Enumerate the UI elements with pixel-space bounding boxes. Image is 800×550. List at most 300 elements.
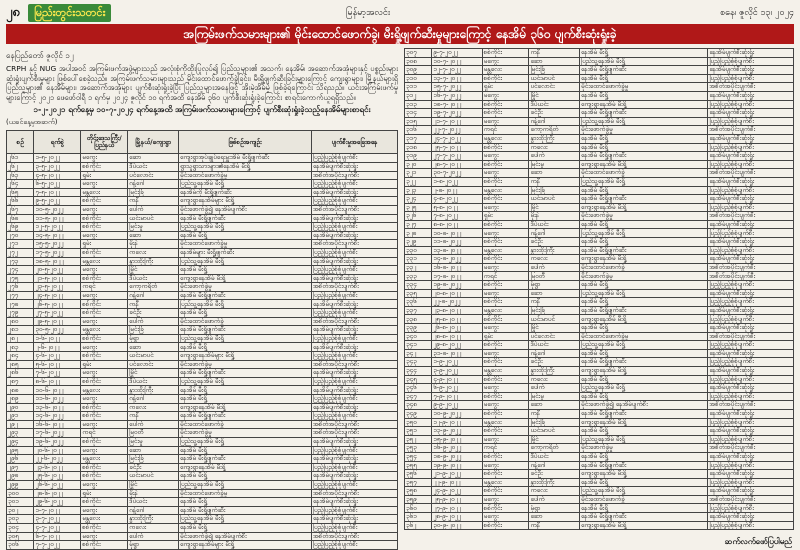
table-cell: စစ်ကိုင်း [482, 487, 529, 496]
table-cell: နေအိမ် မီးရှို့ဖျက်ဆီး [580, 246, 708, 255]
table-cell: ၂၇၆ [7, 283, 34, 292]
table-cell: နေအိမ်ပျက်စီးဆုံးရှုံး [311, 498, 397, 507]
table-cell: ၃၅၆ [405, 470, 432, 479]
table-cell: မန္တလေး [482, 66, 529, 75]
table-cell: ဒီပဲယင်း [128, 498, 179, 507]
table-cell: နေအိမ် မီးရှို့ [179, 343, 312, 352]
table-row [405, 263, 794, 272]
table-row [7, 248, 398, 257]
table-cell: ၂၈၄ [7, 352, 34, 361]
table-cell: ၂၆-၆-၂၀၂၂ [34, 480, 81, 489]
table-cell: ကလေး [529, 375, 580, 384]
table-cell: အစိတ်အပိုင်းပျက်စီး [708, 444, 794, 453]
table-cell: ယင်းမာပင် [529, 427, 580, 436]
table-cell: မိုင်းဖောက်ခွဲမှု [580, 272, 708, 281]
table-cell: မကွေး [81, 446, 128, 455]
table-cell: မုံရွာ [529, 281, 580, 290]
table-cell: ပြည်သူ့နေအိမ် မီးရှို့ [179, 377, 312, 386]
table-cell: ပြည့်ပြည့်စုံစုံပျက်စီး [311, 412, 397, 421]
table-cell: ၁၂-၉-၂၀၂၂ [432, 418, 483, 427]
table-cell: ၃၅၁ [405, 427, 432, 436]
col-header: ဖြစ်စဉ်အကျဉ်း [179, 131, 312, 154]
table-row [405, 487, 794, 496]
table-cell: ၂၁-၅-၂၀၂၂ [34, 274, 81, 283]
table-cell: ၇-၈-၂၀၂၂ [432, 212, 483, 221]
table-cell: ၃၀၂ [7, 506, 34, 515]
table-cell: နေအိမ် မီးရှို့ [580, 74, 708, 83]
table-cell: ၂၇၉ [7, 309, 34, 318]
table-cell: ပြည့်ပြည့်စုံစုံပျက်စီး [311, 197, 397, 206]
table-cell: နေအိမ် မီးရှို့ဖျက်ဆီး [580, 513, 708, 522]
table-cell: မြိုင် [529, 324, 580, 333]
table-cell: စစ်ကိုင်း [482, 392, 529, 401]
table-cell: နေအိမ်ပျက်စီးဆုံးရှုံး [708, 409, 794, 418]
table-cell: ပင်လောင်း [128, 171, 179, 180]
table-cell: ၂၉-၆-၂၀၂၂ [34, 498, 81, 507]
table-row [7, 291, 398, 300]
table-cell: ပြည်သူ့နေအိမ် မီးရှို့ [179, 480, 312, 489]
table-cell: ၂၄-၇-၂၀၂၂ [432, 134, 483, 143]
table-cell: ၁၈-၉-၂၀၂၂ [432, 452, 483, 461]
table-cell: ဆော [128, 343, 179, 352]
table-cell: ၃၃၁ [405, 255, 432, 264]
table-cell: မန္တလေး [81, 455, 128, 464]
table-cell: ၃၂၅ [405, 203, 432, 212]
table-cell: ၂၇၈ [7, 300, 34, 309]
table-cell: ၁၀-၉-၂၀၂၂ [432, 409, 483, 418]
table-row [405, 246, 794, 255]
table-cell: မကွေး [81, 266, 128, 275]
table-cell: နွားထိုးကြီး [128, 257, 179, 266]
table-cell: ပြည့်ပြည့်စုံစုံပျက်စီး [311, 463, 397, 472]
table-row [405, 272, 794, 281]
table-cell: အစိတ်အပိုင်းပျက်စီး [708, 126, 794, 135]
table-cell: ၄-၈-၂၀၂၂ [432, 195, 483, 204]
table-row [7, 240, 398, 249]
table-cell: ၆-၅-၂၀၂၂ [34, 180, 81, 189]
table-cell: ခင်ဦး [529, 109, 580, 118]
table-cell: ကျေးရွာနေအိမ် မီးရှို့ [179, 403, 312, 412]
page-number: ၂၈ [6, 5, 20, 20]
table-cell: ၃၆၀ [405, 504, 432, 513]
table-cell: အစိတ်အပိုင်းပျက်စီး [708, 212, 794, 221]
table-cell: မြိုင် [529, 91, 580, 100]
table-cell: ၆-၉-၂၀၂၂ [432, 384, 483, 393]
table-cell: နေအိမ် မီးရှို့ [580, 349, 708, 358]
table-cell: ၂၉၂ [7, 420, 34, 429]
table-cell: ၁၁-၅-၂၀၂၂ [34, 214, 81, 223]
table-body-right [405, 49, 794, 530]
table-cell: ပြည်သူ့နေအိမ် မီးရှို့ [580, 341, 708, 350]
table-cell: ကရင် [81, 429, 128, 438]
table-cell: မကွေး [81, 317, 128, 326]
table-cell: ၁၇-၆-၂၀၂၂ [34, 429, 81, 438]
table-cell: မကွေး [81, 231, 128, 240]
table-cell: ၃၀၃ [7, 515, 34, 524]
table-cell: ဒီပဲယင်း [529, 100, 580, 109]
table-cell: နေအိမ် မီးရှို့ဖျက်ဆီး [179, 326, 312, 335]
table-cell: နေအိမ် မီးရှို့ [179, 498, 312, 507]
table-cell: နွားထိုးကြီး [529, 134, 580, 143]
table-cell: အစိတ်အပိုင်းပျက်စီး [311, 283, 397, 292]
table-cell: စစ်ကိုင်း [482, 160, 529, 169]
table-row [7, 352, 398, 361]
table-cell: ကလေး [529, 255, 580, 264]
table-cell: ၉-၅-၂၀၂၂ [34, 197, 81, 206]
table-cell: နေအိမ် မီးရှို့ [580, 298, 708, 307]
table-cell: ခင်ဦး [128, 463, 179, 472]
table-cell: မကွေး [81, 395, 128, 404]
table-cell: မကွေး [482, 263, 529, 272]
table-cell: မကွေး [81, 420, 128, 429]
table-cell: ပြည်သူ့နေအိမ် မီးရှို့ [580, 289, 708, 298]
table-cell: နေအိမ်ပျက်စီးဆုံးရှုံး [708, 66, 794, 75]
table-cell: ၃၃၃ [405, 272, 432, 281]
table-row [7, 515, 398, 524]
table-cell: ပြည့်ပြည့်စုံစုံပျက်စီး [708, 203, 794, 212]
table-row [405, 66, 794, 75]
table-cell: ၁၄-၈-၂၀၂၂ [432, 255, 483, 264]
table-cell: ဆော [529, 57, 580, 66]
table-cell: ပြည့်ပြည့်စုံစုံပျက်စီး [311, 541, 397, 550]
table-row [7, 309, 398, 318]
table-cell: နေအိမ် မီးရှို့ဖျက်ဆီး [580, 358, 708, 367]
table-cell: ၃၁၁ [405, 83, 432, 92]
table-cell: စစ်ကိုင်း [81, 300, 128, 309]
table-cell: နေအိမ် မီးရှို့ [179, 523, 312, 532]
table-row [7, 437, 398, 446]
table-cell: မန္တလေး [81, 515, 128, 524]
table-cell: နေအိမ် မီးရှို့ဖျက်ဆီး [179, 214, 312, 223]
table-cell: မိုင်းထောင်ဖောက်ခွဲ [580, 263, 708, 272]
table-cell: ၂၉၆ [7, 455, 34, 464]
table-cell: မန္တလေး [81, 386, 128, 395]
table-cell: မန္တလေး [81, 326, 128, 335]
table-row [7, 274, 398, 283]
table-cell: ၁၈-၇-၂၀၂၂ [432, 100, 483, 109]
table-cell: ပြည့်ပြည့်စုံစုံပျက်စီး [311, 291, 397, 300]
table-row [405, 57, 794, 66]
table-cell: ၃၄၅ [405, 375, 432, 384]
table-row [7, 377, 398, 386]
left-column [6, 48, 398, 550]
table-row [7, 498, 398, 507]
table-row [7, 171, 398, 180]
table-cell: နေအိမ်ပျက်စီးဆုံးရှုံး [708, 349, 794, 358]
table-cell: ယင်းမာပင် [529, 315, 580, 324]
table-row [405, 255, 794, 264]
table-cell: မုံရွာ [128, 541, 179, 550]
table-cell: မြင်းခြံ [128, 326, 179, 335]
table-cell: ၃၂၁ [405, 169, 432, 178]
table-cell: ပြည့်ပြည့်စုံစုံပျက်စီး [311, 309, 397, 318]
table-title: ၁-၂-၂၀၂၁ ရက်နေ့မှ ၁၀-၇-၂၀၂၄ ရက်နေ့အထိ အကြမ်းဖက်သမားများကြောင့် ပျက်စီးဆုံးရှုံးခဲ့သည့်နေအိမ်များစာရင်း [33, 105, 371, 115]
table-cell: ၂၉၁ [7, 412, 34, 421]
col-header: ရက်စွဲ [34, 131, 81, 154]
table-cell: ဂန့်ဂေါ [128, 395, 179, 404]
table-cell: ၂၁-၉-၂၀၂၂ [432, 470, 483, 479]
table-cell: ၂၉၅ [7, 446, 34, 455]
table-cell: ၂၉၈ [7, 472, 34, 481]
table-cell: ၁၉-၆-၂၀၂၂ [34, 437, 81, 446]
table-cell: မကွေး [81, 369, 128, 378]
table-cell: ၃၀-၉-၂၀၂၂ [432, 521, 483, 530]
table-cell: ကနီ [529, 521, 580, 530]
table-cell: မြဝတီ [529, 272, 580, 281]
table-cell: စစ်ကိုင်း [482, 220, 529, 229]
table-cell: ၁-၆-၂၀၂၂ [34, 334, 81, 343]
table-cell: မိုင်းဖောက်ခွဲမှု [580, 126, 708, 135]
table-cell: ၂၆၈ [7, 214, 34, 223]
table-cell: ဒီပဲယင်း [529, 220, 580, 229]
damage-table-left [6, 130, 398, 549]
table-cell: စစ်ကိုင်း [81, 223, 128, 232]
table-cell: မိုးနဲ [128, 240, 179, 249]
table-cell: ကနီ [529, 298, 580, 307]
table-cell: စစ်ကိုင်း [482, 315, 529, 324]
table-cell: ၂၆၄ [7, 180, 34, 189]
table-cell: ၈-၈-၂၀၂၂ [432, 220, 483, 229]
table-cell: နေအိမ်ပျက်စီးဆုံးရှုံး [708, 384, 794, 393]
table-cell: ၃၁၉ [405, 152, 432, 161]
table-row [405, 427, 794, 436]
table-cell: မကွေး [81, 180, 128, 189]
table-row [7, 326, 398, 335]
table-row [7, 197, 398, 206]
table-row [405, 134, 794, 143]
table-cell: ဒီပဲယင်း [529, 452, 580, 461]
table-cell: ၃၃၇ [405, 306, 432, 315]
table-cell: ၂၈-၉-၂၀၂၂ [432, 513, 483, 522]
table-cell: ၂၇၃ [7, 257, 34, 266]
table-cell: ၁၁-၈-၂၀၂၂ [432, 238, 483, 247]
table-cell: ၂၉၄ [7, 437, 34, 446]
table-cell: နေအိမ်ပျက်စီးဆုံးရှုံး [708, 306, 794, 315]
table-cell: နေအိမ် မီးရှို့ဖျက်ဆီး [179, 369, 312, 378]
table-cell: နေအိမ်ပျက်စီးဆုံးရှုံး [311, 455, 397, 464]
table-cell: ကျေးရွာနေအိမ် မီးရှို့ [580, 470, 708, 479]
table-cell: နေအိမ်ပျက်စီးဆုံးရှုံး [311, 188, 397, 197]
table-row [405, 203, 794, 212]
table-cell: စစ်ကိုင်း [81, 377, 128, 386]
table-cell: ဒီပဲယင်း [128, 162, 179, 171]
table-cell: ၃၄၇ [405, 392, 432, 401]
table-cell: ၃၆၁ [405, 513, 432, 522]
table-cell: ၂၉၃ [7, 429, 34, 438]
table-cell: စစ်ကိုင်း [482, 195, 529, 204]
table-cell: ကျေးရွာနေအိမ် မီးရှို့ [580, 160, 708, 169]
table-cell: ၃၁၂ [405, 91, 432, 100]
table-cell: ၃၂၃ [405, 186, 432, 195]
table-row [405, 229, 794, 238]
table-cell: ၃၄၄ [405, 366, 432, 375]
table-cell: နေအိမ်ပျက်စီးဆုံးရှုံး [708, 220, 794, 229]
table-cell: ၂၇၁ [7, 240, 34, 249]
table-cell: ပေါက် [128, 532, 179, 541]
table-cell: ၃၀၅ [7, 532, 34, 541]
table-cell: နေအိမ် မီးရှို့ [179, 472, 312, 481]
table-row [7, 541, 398, 550]
table-row [7, 472, 398, 481]
table-cell: အစိတ်အပိုင်းပျက်စီး [311, 420, 397, 429]
table-cell: ယင်းမာပင် [529, 74, 580, 83]
table-cell: မြဝတီ [128, 429, 179, 438]
table-cell: ကနီ [529, 177, 580, 186]
table-cell: ၂၆၆ [7, 197, 34, 206]
table-cell: မိုင်းထောင်ဖောက်ခွဲ [179, 317, 312, 326]
table-cell: ကနီ [128, 197, 179, 206]
table-cell: နေအိမ်ပျက်စီးဆုံးရှုံး [708, 109, 794, 118]
table-row [405, 478, 794, 487]
table-row [405, 384, 794, 393]
table-cell: ဒီပဲယင်း [128, 377, 179, 386]
table-cell: မြင်းခြံ [128, 188, 179, 197]
table-row [7, 403, 398, 412]
table-cell: မြင်းမူ [128, 437, 179, 446]
table-cell: မိုင်းထောင်ဖောက်ခွဲမှု [580, 83, 708, 92]
table-cell: ၁၇-၈-၂၀၂၂ [432, 272, 483, 281]
table-row [7, 214, 398, 223]
table-cell: ၃၀-၇-၂၀၂၂ [432, 169, 483, 178]
table-cell: ၂၂-၈-၂၀၂၂ [432, 298, 483, 307]
table-row [7, 223, 398, 232]
table-row [405, 195, 794, 204]
table-cell: နေအိမ် မီးရှို့ [179, 266, 312, 275]
table-cell: ၃၄၃ [405, 358, 432, 367]
table-row [405, 91, 794, 100]
table-cell: ၃၁၄ [405, 109, 432, 118]
table-row [405, 504, 794, 513]
table-cell: ကျေးရွာအုပ်ချုပ်ရေးမှူးအိမ် မီးရှို့ဖျက်ဆီး [179, 154, 312, 163]
table-cell: မကွေး [81, 291, 128, 300]
headline: အကြမ်းဖက်သမားများ၏ မိုင်းထောင်ဖောက်ခွဲ၊ မီးရှို့ဖျက်ဆီးမှုများကြောင့် နေအိမ် ၃၆၀ ပျက်စီးဆုံးရှုံးခဲ့ [6, 24, 794, 44]
table-cell: ပြည့်ပြည့်စုံစုံပျက်စီး [708, 341, 794, 350]
table-cell: ဆော [529, 169, 580, 178]
table-cell: ၂၇-၅-၂၀၂၂ [34, 309, 81, 318]
table-cell: စစ်ကိုင်း [482, 109, 529, 118]
table-cell: မြင်းခြံ [529, 66, 580, 75]
table-cell: ၂၀-၅-၂၀၂၂ [34, 266, 81, 275]
table-cell: ပြည့်ပြည့်စုံစုံပျက်စီး [708, 375, 794, 384]
table-cell: ၃၃၉ [405, 324, 432, 333]
table-cell: ယင်းမာပင် [529, 195, 580, 204]
table-row [405, 341, 794, 350]
col-header: စဉ် [7, 131, 34, 154]
table-cell: ၃၄၁ [405, 341, 432, 350]
table-cell: ၅-၈-၂၀၂၂ [432, 203, 483, 212]
table-cell: ပြည့်ပြည့်စုံစုံပျက်စီး [708, 392, 794, 401]
table-cell: ပြည့်ပြည့်စုံစုံပျက်စီး [708, 504, 794, 513]
table-cell: ၂၃-၈-၂၀၂၂ [432, 306, 483, 315]
table-cell: ၃၂၈ [405, 229, 432, 238]
table-cell: ၁၅-၅-၂၀၂၂ [34, 240, 81, 249]
table-cell: မန္တလေး [482, 134, 529, 143]
table-cell: အစိတ်အပိုင်းပျက်စီး [311, 532, 397, 541]
table-cell: ၂-၈-၂၀၂၂ [432, 186, 483, 195]
table-cell: ၁၃-၈-၂၀၂၂ [432, 246, 483, 255]
table-cell: နေအိမ်ပျက်စီးဆုံးရှုံး [708, 152, 794, 161]
table-cell: မိုင်းထောင်ဖောက်ခွဲ [580, 495, 708, 504]
table-cell: မန္တလေး [482, 478, 529, 487]
table-cell: မကွေး [81, 205, 128, 214]
table-cell: နေအိမ် မီးရှို့ [580, 91, 708, 100]
table-cell: အစိတ်အပိုင်းပျက်စီး [311, 489, 397, 498]
table-cell: ခင်ဦး [529, 238, 580, 247]
table-cell: ဆော [529, 289, 580, 298]
table-cell: မိုင်းဖောက်ခွဲမှု [179, 429, 312, 438]
table-row [405, 401, 794, 410]
table-cell: ၃၀၈ [405, 57, 432, 66]
table-cell: ပင်လောင်း [128, 360, 179, 369]
table-cell: ပြည့်ပြည့်စုံစုံပျက်စီး [708, 298, 794, 307]
table-cell: နေအိမ်ကို မီးရှို့ဖျက်ဆီး [179, 188, 312, 197]
table-row [405, 74, 794, 83]
table-cell: မိုးနဲ [128, 489, 179, 498]
table-cell: ပြည့်ပြည့်စုံစုံပျက်စီး [708, 186, 794, 195]
table-cell: ကျေးရွာနေအိမ် မီးရှို့ [179, 463, 312, 472]
table-cell: ပြည့်ပြည့်စုံစုံပျက်စီး [708, 315, 794, 324]
table-cell: ၁၅-၉-၂၀၂၂ [432, 435, 483, 444]
table-cell: ၃၃၀ [405, 246, 432, 255]
table-row [7, 343, 398, 352]
table-cell: ၁၀-၈-၂၀၂၂ [432, 229, 483, 238]
table-cell: နေအိမ် မီးရှို့ [580, 281, 708, 290]
table-cell: မိုင်းဖောက်ခွဲမှု [580, 444, 708, 453]
table-cell: ၉-၇-၂၀၂၂ [432, 49, 483, 58]
table-cell: ၁၆-၇-၂၀၂၂ [432, 91, 483, 100]
table-cell: ဆော [128, 154, 179, 163]
table-cell: နေအိမ်ပျက်စီးဆုံးရှုံး [708, 366, 794, 375]
table-cell: ၂၀-၆-၂၀၂၂ [34, 446, 81, 455]
table-cell: ၂၇-၇-၂၀၂၂ [432, 152, 483, 161]
table-cell: နေအိမ်ပျက်စီးဆုံးရှုံး [708, 49, 794, 58]
table-row [7, 334, 398, 343]
table-cell: မိုင်းဖောက်ခွဲမှု [580, 212, 708, 221]
table-cell: မန္တလေး [482, 306, 529, 315]
table-row [405, 49, 794, 58]
table-row [7, 429, 398, 438]
table-cell: စစ်ကိုင်း [482, 358, 529, 367]
table-cell: ရှမ်း [81, 240, 128, 249]
table-cell: နေအိမ် မီးရှို့ [580, 49, 708, 58]
table-cell: ၄-၅-၂၀၂၂ [34, 171, 81, 180]
table-cell: ၂၃-၅-၂၀၂၂ [34, 283, 81, 292]
table-cell: ပြည့်ပြည့်စုံစုံပျက်စီး [311, 352, 397, 361]
table-cell: ပြည့်ပြည့်စုံစုံပျက်စီး [708, 478, 794, 487]
table-row [7, 412, 398, 421]
right-column [404, 48, 794, 530]
table-cell: နေအိမ် မီးရှို့ [179, 395, 312, 404]
table-cell: ခင်ဦး [128, 309, 179, 318]
table-cell: စစ်ကိုင်း [482, 298, 529, 307]
table-cell: မကွေး [482, 461, 529, 470]
table-cell: ၂၆၃ [7, 171, 34, 180]
table-cell: နေအိမ် မီးရှို့ [580, 186, 708, 195]
table-cell: ၂၈၆ [7, 369, 34, 378]
table-cell: ဂန့်ဂေါ [529, 349, 580, 358]
table-cell: နေအိမ်ပျက်စီးဆုံးရှုံး [311, 214, 397, 223]
table-cell: ပြည့်ပြည့်စုံစုံပျက်စီး [311, 334, 397, 343]
table-cell: ၂၆၅ [7, 188, 34, 197]
table-cell: ၃၂၂ [405, 177, 432, 186]
table-row [7, 446, 398, 455]
table-row [7, 489, 398, 498]
table-cell: ၃-၇-၂၀၂၂ [34, 515, 81, 524]
table-cell: နေအိမ် မီးရှို့ [179, 386, 312, 395]
table-cell: ပင်လောင်း [529, 332, 580, 341]
table-cell: နေအိမ် မီးရှို့ [580, 504, 708, 513]
table-cell: ဒီပဲယင်း [128, 274, 179, 283]
